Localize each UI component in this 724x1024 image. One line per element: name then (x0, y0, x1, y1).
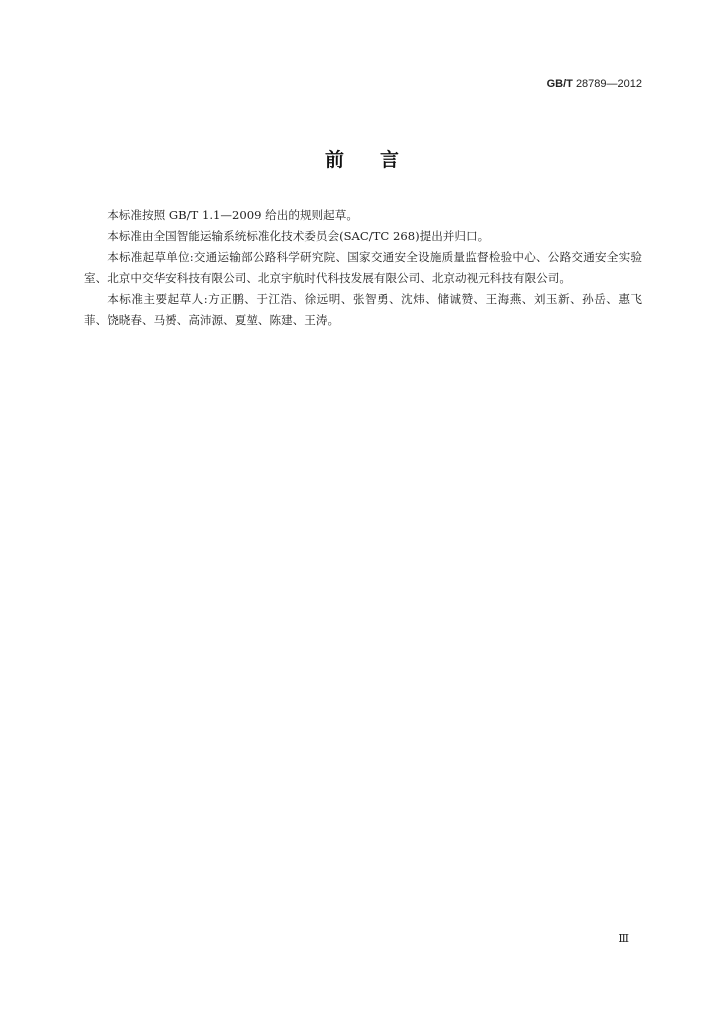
standard-code-header (547, 78, 642, 90)
foreword-body (84, 205, 642, 331)
page-number: Ⅲ (618, 933, 629, 945)
standard-number: 28789—2012 (575, 78, 642, 90)
standard-code: GB/T (546, 78, 573, 90)
paragraph-drafting-rules: 本标准按照 GB/T 1.1—2009 给出的规则起草。 (107, 208, 358, 222)
paragraph-drafting-units: 本标准起草单位:交通运输部公路科学研究院、国家交通安全设施质量监督检验中心、公路交通安全实验室、北京中交华安科技有限公司、北京宇航时代科技发展有限公司、北京动视元科技有限公司。 (84, 250, 642, 285)
page-title: 前言 (324, 149, 435, 171)
paragraph-proposer: 本标准由全国智能运输系统标准化技术委员会(SAC/TC 268)提出并归口。 (107, 229, 490, 243)
paragraph-drafters: 本标准主要起草人:方正鹏、于江浩、徐远明、张智勇、沈炜、储诚赞、王海燕、刘玉新、孙岳、惠飞菲、饶晓春、马赟、高沛源、夏堃、陈建、王涛。 (84, 292, 642, 327)
